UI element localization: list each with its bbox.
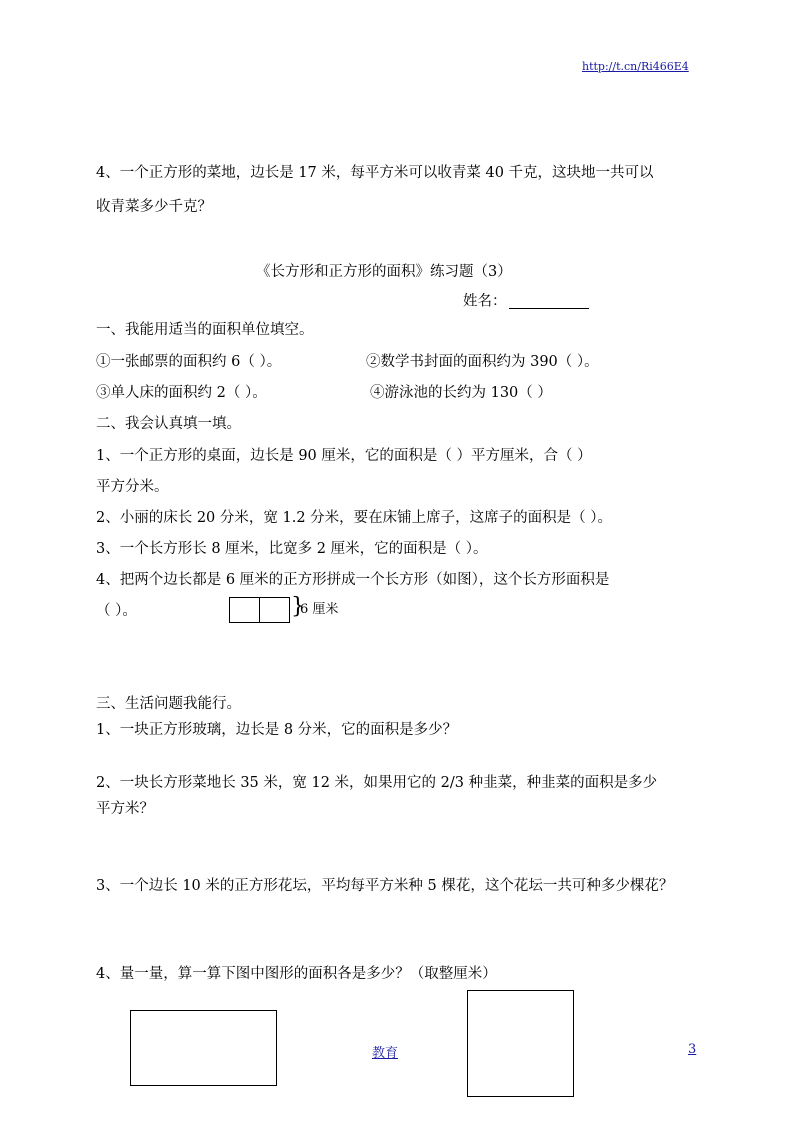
name-blank-line	[509, 294, 589, 309]
figure-brace: }	[291, 594, 305, 619]
student-name-field	[463, 294, 589, 309]
prev-question-4-line2: 收青菜多少千克？	[96, 199, 212, 215]
figure-dimension-label: 6 厘米	[300, 602, 339, 617]
section2-question-4-line2: （ ）。	[96, 603, 137, 619]
section2-question-2: 2、小丽的床长 20 分米，宽 1.2 分米，要在床铺上席子，这席子的面积是（ ）。	[96, 510, 613, 526]
section3-question-1: 1、一块正方形玻璃，边长是 8 分米，它的面积是多少？	[96, 722, 458, 738]
header-url-link[interactable]: http://t.cn/Ri466E4	[582, 60, 689, 73]
section2-question-1-line1: 1、一个正方形的桌面，边长是 90 厘米，它的面积是（ ）平方厘米，合（ ）	[96, 448, 592, 464]
figure-divider	[259, 598, 260, 622]
measure-square-figure	[467, 990, 574, 1097]
section2-question-4-line1: 4、把两个边长都是 6 厘米的正方形拼成一个长方形（如图），这个长方形面积是	[96, 572, 610, 588]
measure-rectangle-figure	[130, 1010, 277, 1086]
two-squares-figure	[229, 597, 290, 623]
section2-question-1-line2: 平方分米。	[96, 479, 169, 495]
section1-item-4: ④游泳池的长约为 130（ ）	[370, 385, 552, 401]
section1-item-2: ②数学书封面的面积约为 390（ ）。	[366, 354, 599, 370]
footer-center-link[interactable]: 教育	[372, 1046, 399, 1061]
section3-question-3: 3、一个边长 10 米的正方形花坛，平均每平方米种 5 棵花，这个花坛一共可种多少棵花？	[96, 878, 674, 894]
name-label: 姓名：	[463, 293, 507, 310]
section3-heading: 三、生活问题我能行。	[96, 696, 241, 712]
section1-heading: 一、我能用适当的面积单位填空。	[96, 322, 314, 338]
section3-question-4: 4、量一量，算一算下图中图形的面积各是多少？（取整厘米）	[96, 966, 497, 982]
section3-question-2-line1: 2、一块长方形菜地长 35 米，宽 12 米，如果用它的 2/3 种韭菜，种韭菜的面积是多少	[96, 775, 658, 791]
section1-item-3: ③单人床的面积约 2（ ）。	[96, 385, 267, 401]
worksheet-title: 《长方形和正方形的面积》练习题（3）	[256, 264, 512, 280]
section2-question-3: 3、一个长方形长 8 厘米，比宽多 2 厘米，它的面积是（ ）。	[96, 541, 488, 557]
footer-page-number[interactable]: 3	[688, 1042, 697, 1057]
section2-heading: 二、我会认真填一填。	[96, 416, 241, 432]
section3-question-2-line2: 平方米？	[96, 801, 154, 817]
prev-question-4-line1: 4、一个正方形的菜地，边长是 17 米，每平方米可以收青菜 40 千克，这块地一共可以	[96, 165, 654, 181]
section1-item-1: ①一张邮票的面积约 6（ ）。	[96, 354, 282, 370]
